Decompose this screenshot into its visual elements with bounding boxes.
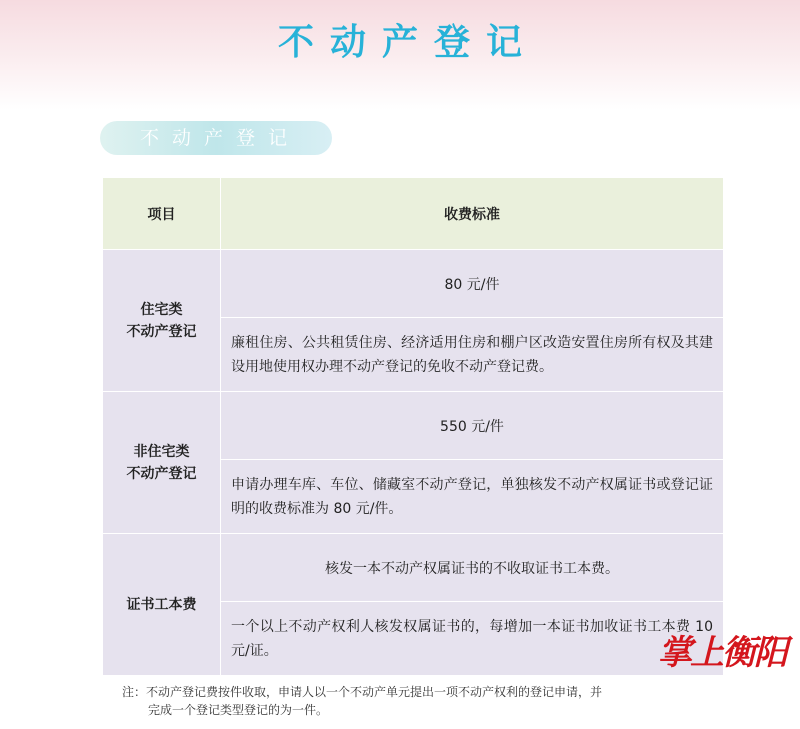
footnote-line: 完成一个登记类型登记的为一件。: [148, 703, 329, 717]
category-residential: [103, 250, 221, 392]
table-row: [103, 392, 724, 460]
category-line: 证书工本费: [126, 596, 197, 613]
header-item: 项目: [103, 178, 221, 250]
category-line: 不动产登记: [126, 323, 197, 340]
table-row: [103, 250, 724, 318]
header-standard: 收费标准: [221, 178, 724, 250]
footnote: [122, 683, 732, 719]
watermark-logo: 掌上衡阳: [658, 633, 786, 673]
category-non-residential: [103, 392, 221, 534]
category-line: 不动产登记: [126, 465, 197, 482]
fee-note: 廉租住房、公共租赁住房、经济适用住房和棚户区改造安置住房所有权及其建设用地使用权办理不动产登记的免收不动产登记费。: [221, 318, 724, 392]
fee-table: [102, 177, 724, 676]
table-header-row: [103, 178, 724, 250]
section-label: 不动产登记: [100, 121, 332, 155]
fee-value: 80 元/件: [221, 250, 724, 318]
category-line: 非住宅类: [133, 443, 190, 460]
category-line: 住宅类: [140, 301, 183, 318]
table-row: [103, 534, 724, 602]
fee-note: 申请办理车库、车位、储藏室不动产登记，单独核发不动产权属证书或登记证明的收费标准为 80 元/件。: [221, 460, 724, 534]
footnote-line: 注：不动产登记费按件收取，申请人以一个不动产单元提出一项不动产权利的登记申请，并: [122, 685, 603, 699]
fee-note: 一个以上不动产权利人核发权属证书的，每增加一本证书加收证书工本费 10 元/证。: [221, 602, 724, 676]
fee-value: 核发一本不动产权属证书的不收取证书工本费。: [221, 534, 724, 602]
page-title: 不动产登记: [277, 22, 538, 63]
category-certificate-fee: [103, 534, 221, 676]
fee-value: 550 元/件: [221, 392, 724, 460]
